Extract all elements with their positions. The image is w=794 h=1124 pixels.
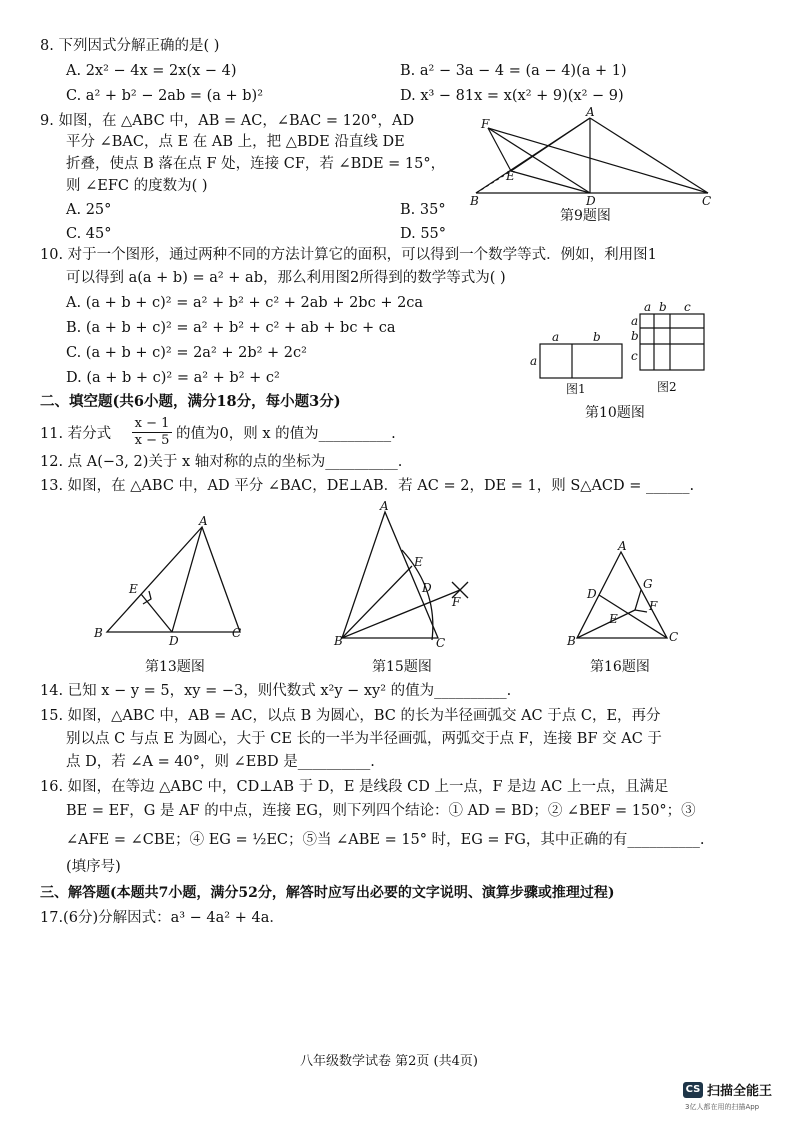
svg-text:B: B <box>334 634 343 648</box>
svg-text:F: F <box>649 599 658 613</box>
svg-text:D: D <box>587 587 597 601</box>
q11-numerator: x − 1 <box>132 416 172 433</box>
q16-line-1: 16. 如图，在等边 △ABC 中，CD⊥AB 于 D，E 是线段 CD 上一点，F 是边 AC 上一点，且满足 <box>40 779 669 795</box>
svg-text:a: a <box>631 314 639 328</box>
svg-text:A: A <box>618 539 627 553</box>
figure-q16 <box>565 540 685 650</box>
svg-text:C: C <box>232 626 242 640</box>
svg-text:D: D <box>422 581 432 595</box>
svg-text:C: C <box>669 630 679 644</box>
q11-prefix: 11. 若分式 <box>40 426 112 442</box>
q9-line-2: 平分 ∠BAC，点 E 在 AB 上，把 △BDE 沿直线 DE <box>66 134 405 150</box>
svg-text:A: A <box>586 105 595 119</box>
q8-option-b: B. a² − 3a − 4 = (a − 4)(a + 1) <box>400 63 627 79</box>
figure-q10-fig2 <box>628 302 708 372</box>
watermark-tagline: 3亿人都在用的扫描App <box>685 1103 760 1111</box>
svg-text:D: D <box>169 634 179 648</box>
svg-text:E: E <box>506 169 515 183</box>
svg-text:A: A <box>380 499 389 513</box>
fig1-label: 图1 <box>566 382 586 396</box>
q9-option-a: A. 25° <box>66 202 112 218</box>
q10-option-a: A. (a + b + c)² = a² + b² + c² + 2ab + 2bc + 2ca <box>66 295 424 311</box>
q9-option-b: B. 35° <box>400 202 446 218</box>
figure-q15 <box>330 500 480 650</box>
figure-q13 <box>92 514 252 648</box>
scanner-watermark <box>683 1080 793 1114</box>
q10-option-d: D. (a + b + c)² = a² + b² + c² <box>66 370 280 386</box>
svg-text:a: a <box>530 354 538 368</box>
svg-text:F: F <box>481 117 490 131</box>
svg-text:c: c <box>684 300 691 314</box>
caption-q16: 第16题图 <box>590 659 650 675</box>
page-footer: 八年级数学试卷 第2页 (共4页) <box>300 1054 478 1069</box>
svg-text:b: b <box>659 300 667 314</box>
q12: 12. 点 A(−3, 2)关于 x 轴对称的点的坐标为__________. <box>40 454 403 470</box>
q8-option-a: A. 2x² − 4x = 2x(x − 4) <box>66 63 237 79</box>
svg-text:c: c <box>631 349 638 363</box>
section-3-heading: 三、解答题(本题共7小题，满分52分，解答时应写出必要的文字说明、演算步骤或推理过程) <box>40 885 615 901</box>
svg-text:C: C <box>702 194 712 208</box>
svg-text:E: E <box>609 612 618 626</box>
svg-text:A: A <box>199 514 208 528</box>
svg-text:D: D <box>586 194 596 208</box>
q11-suffix: 的值为0，则 x 的值为__________. <box>176 426 396 442</box>
svg-text:b: b <box>631 329 639 343</box>
q15-line-1: 15. 如图，△ABC 中，AB = AC，以点 B 为圆心，BC 的长为半径画弧交 AC 于点 C，E，再分 <box>40 708 661 724</box>
q11-denominator: x − 5 <box>134 433 170 448</box>
caption-q9: 第9题图 <box>560 208 611 224</box>
q9-line-4: 则 ∠EFC 的度数为( ) <box>66 178 208 194</box>
q15-line-3: 点 D，若 ∠A = 40°，则 ∠EBD 是__________. <box>66 754 375 770</box>
svg-text:C: C <box>436 636 446 650</box>
svg-text:E: E <box>129 582 138 596</box>
q16-line-2: BE = EF，G 是 AF 的中点，连接 EG，则下列四个结论：① AD = BD；② ∠BEF = 150°；③ <box>66 803 696 819</box>
q8-option-d: D. x³ − 81x = x(x² + 9)(x² − 9) <box>400 88 624 104</box>
section-2-heading: 二、填空题(共6小题，满分18分，每小题3分) <box>40 393 341 410</box>
svg-text:b: b <box>593 330 601 344</box>
figure-q9 <box>468 105 712 208</box>
q10-option-c: C. (a + b + c)² = 2a² + 2b² + 2c² <box>66 345 307 361</box>
q17: 17.(6分)分解因式：a³ − 4a² + 4a． <box>40 910 284 926</box>
q10-option-b: B. (a + b + c)² = a² + b² + c² + ab + bc + ca <box>66 320 396 336</box>
svg-text:E: E <box>414 555 423 569</box>
q9-option-d: D. 55° <box>400 226 447 242</box>
q15-line-2: 别以点 C 与点 E 为圆心，大于 CE 长的一半为半径画弧，两弧交于点 F，连接 BF 交 AC 于 <box>66 731 662 747</box>
q9-line-3: 折叠，使点 B 落在点 F 处，连接 CF，若 ∠BDE = 15°， <box>66 156 446 172</box>
caption-q10: 第10题图 <box>585 405 645 421</box>
q8-option-c: C. a² + b² − 2ab = (a + b)² <box>66 88 264 104</box>
q13: 13. 如图，在 △ABC 中，AD 平分 ∠BAC，DE⊥AB．若 AC = 2，DE = 1，则 S△ACD = ______. <box>40 478 695 494</box>
q8-stem: 8. 下列因式分解正确的是( ) <box>40 38 220 54</box>
caption-q13: 第13题图 <box>145 659 205 675</box>
svg-text:a: a <box>644 300 652 314</box>
svg-text:a: a <box>552 330 560 344</box>
svg-text:F: F <box>452 595 461 609</box>
svg-text:G: G <box>643 577 653 591</box>
camscanner-logo: CS <box>683 1082 703 1098</box>
svg-text:B: B <box>470 194 479 208</box>
q16-line-3: ∠AFE = ∠CBE；④ EG = ½EC；⑤当 ∠ABE = 15° 时，EG = FG，其中正确的有__________. <box>66 832 705 848</box>
q9-option-c: C. 45° <box>66 226 112 242</box>
caption-q15: 第15题图 <box>372 659 432 675</box>
svg-text:B: B <box>94 626 103 640</box>
q14: 14. 已知 x − y = 5，xy = −3，则代数式 x²y − xy² 的值为__________. <box>40 683 512 699</box>
q16-line-4: (填序号) <box>66 859 121 875</box>
watermark-app-name: 扫描全能王 <box>707 1084 773 1099</box>
svg-text:B: B <box>567 634 576 648</box>
q11-fraction <box>132 416 172 449</box>
q10-line-1: 10. 对于一个图形，通过两种不同的方法计算它的面积，可以得到一个数学等式．例如，利用图1 <box>40 247 657 263</box>
fig2-label: 图2 <box>657 380 677 394</box>
q9-line-1: 9. 如图，在 △ABC 中，AB = AC，∠BAC = 120°，AD <box>40 113 415 129</box>
q10-line-2: 可以得到 a(a + b) = a² + ab，那么利用图2所得到的数学等式为( ) <box>66 270 506 286</box>
